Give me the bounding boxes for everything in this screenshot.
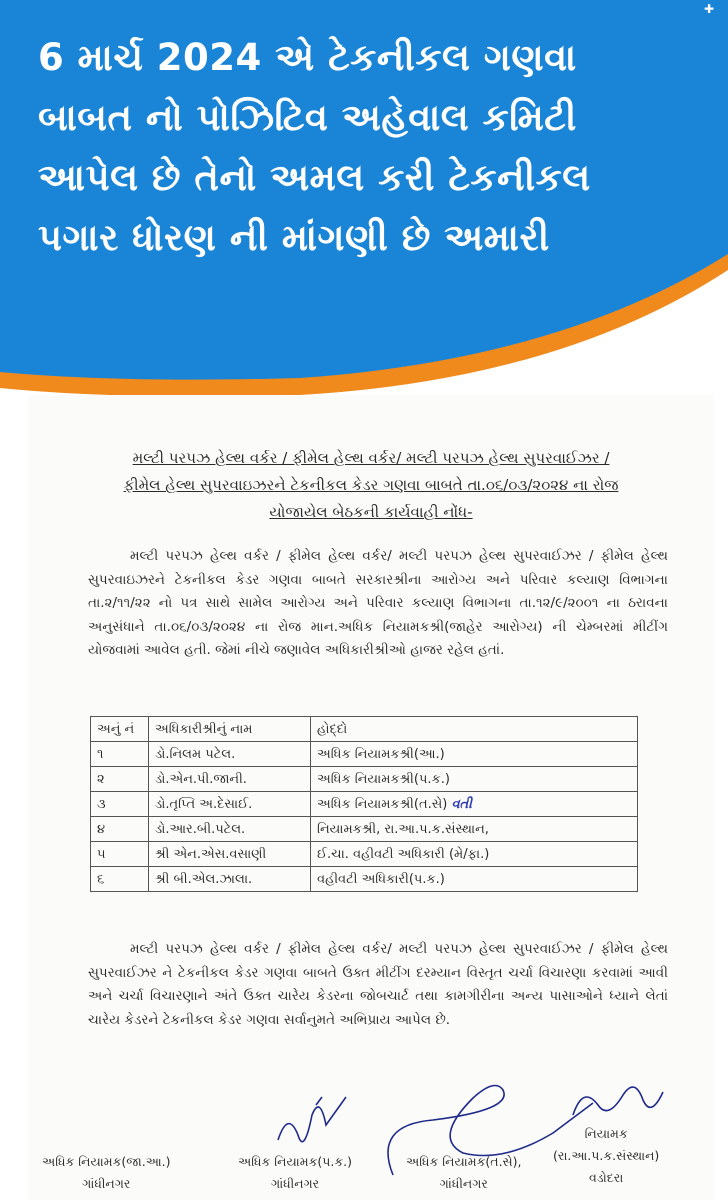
- signature-block: [28, 1055, 714, 1200]
- cell-name: ડો.આર.બી.પટેલ.: [149, 817, 311, 842]
- title-line: ફીમેલ હેલ્થ સુપરવાઇઝરને ટેકનીકલ કેડર ગણવા બાબતે તા.૦૬/૦૩/૨૦૨૪ ના રોજ: [123, 476, 619, 494]
- title-line: મલ્ટી પરપઝ હેલ્થ વર્કર / ફીમેલ હેલ્થ વર્કર/ મલ્ટી પરપઝ હેલ્થ સુપરવાઈઝર /: [132, 449, 610, 467]
- table-header-row: [91, 717, 638, 742]
- signatory-subtitle: (રા.આ.પ.ક.સંસ્થાન): [553, 1148, 660, 1163]
- headline-line: બાબત નો પોઝિટિવ અહેવાલ કમિટી: [38, 96, 577, 139]
- cell-serial: ૧: [91, 742, 149, 767]
- intro-paragraph: મલ્ટી પરપઝ હેલ્થ વર્કર / ફીમેલ હેલ્થ વર્કર/ મલ્ટી પરપઝ હેલ્થ સુપરવાઈઝર / ફીમેલ હેલ્થ સુપરવાઇઝરને ટેકનીકલ કેડર ગણવા બાબતે સરકારશ્રીના આરોગ્ય અને પરિવાર કલ્યાણ વિભાગના તા.૨/૧૧/૨૨ નો પત્ર સાથે સામેલ આરોગ્ય અને પરિવાર કલ્યાણ વિભાગના તા.૧૨/૯/૨૦૦૧ ના ઠરાવના અનુસંધાને તા.૦૬/૦૩/૨૦૨૪ ના રોજ માન.અધિક નિયામકશ્રી(જાહેર આરોગ્ય) ની ચેમ્બરમાં મીટીંગ યોજવામાં આવેલ હતી. જેમાં નીચે જણાવેલ અધિકારીશ્રીઓ હાજર રહેલ હતાં.: [88, 548, 668, 658]
- header-banner: [0, 0, 728, 400]
- signatory-title: અધિક નિયામક(ત.સે),: [406, 1154, 522, 1169]
- table-row: [91, 867, 638, 892]
- header-designation: હોદ્દો: [311, 717, 638, 742]
- cell-serial: ૪: [91, 817, 149, 842]
- table-row: [91, 742, 638, 767]
- table-row: [91, 767, 638, 792]
- table-row: [91, 842, 638, 867]
- corner-dots-icon: ✚: [703, 2, 714, 16]
- signatory-title: નિયામક: [584, 1126, 628, 1141]
- cell-name: ડો.એન.પી.જાની.: [149, 767, 311, 792]
- handwritten-annotation: વતી: [451, 796, 472, 812]
- cell-name: ડો.તૃપ્તિ અ.દેસાઈ.: [149, 792, 311, 817]
- table-row: [91, 792, 638, 817]
- table-row: [91, 817, 638, 842]
- signatory-1: [42, 1151, 170, 1195]
- cell-designation: વહીવટી અધિકારી(પ.ક.): [311, 867, 638, 892]
- cell-serial: ૫: [91, 842, 149, 867]
- signatory-place: વડોદરા: [589, 1170, 624, 1185]
- cell-name: ડો.નિલમ પટેલ.: [149, 742, 311, 767]
- scanned-document: [28, 395, 714, 1200]
- document-title: [28, 445, 714, 526]
- signature-2-ink: [278, 1097, 346, 1142]
- signatory-4: [553, 1123, 659, 1189]
- cell-serial: ૨: [91, 767, 149, 792]
- headline-line: પગાર ધોરણ ની માંગણી છે અમારી: [38, 216, 550, 259]
- cell-designation: અધિક નિયામકશ્રી(આ.): [311, 742, 638, 767]
- attendees-table: [90, 716, 638, 892]
- cell-serial: ૩: [91, 792, 149, 817]
- cell-designation: નિયામકશ્રી, રા.આ.પ.ક.સંસ્થાન,: [311, 817, 638, 842]
- headline-line: આપેલ છે તેનો અમલ કરી ટેકનીકલ: [38, 156, 591, 199]
- signatory-3: [406, 1151, 522, 1195]
- cell-name: શ્રી એન.એસ.વસાણી: [149, 842, 311, 867]
- conclusion-paragraph: મલ્ટી પરપઝ હેલ્થ વર્કર / ફીમેલ હેલ્થ વર્કર/ મલ્ટી પરપઝ હેલ્થ સુપરવાઈઝર / ફીમેલ હેલ્થ સુપરવાઈઝર ને ટેકનીકલ કેડર ગણવા બાબતે ઉક્ત મીટીંગ દરમ્યાન વિસ્તૃત ચર્ચા વિચારણા કરવામાં આવી અને ચર્ચા વિચારણાને અંતે ઉક્ત ચારેય કેડરના જોબચાર્ટ તથા કામગીરીના અન્ય પાસાઓને ધ્યાને લેતાં ચારેય કેડરને ટેકનીકલ કેડર ગણવા સર્વાનુમતે અભિપ્રાય આપેલ છે.: [88, 941, 668, 1028]
- signatory-place: ગાંધીનગર: [270, 1176, 320, 1191]
- headline-line: 6 માર્ચ 2024 એ ટેકનીકલ ગણવા: [38, 36, 577, 79]
- signatory-place: ગાંધીનગર: [439, 1176, 488, 1191]
- signatory-2: [238, 1151, 352, 1195]
- cell-name: શ્રી બી.એલ.ઝાલા.: [149, 867, 311, 892]
- title-line: યોજાયેલ બેઠકની કાર્યવાહી નોંધ-: [269, 503, 473, 521]
- cell-designation: ઈ.ચા. વહીવટી અધિકારી (મે/ફા.): [311, 842, 638, 867]
- header-serial: અનું નં: [91, 717, 149, 742]
- signatory-title: અધિક નિયામક(પ.ક.): [238, 1154, 353, 1169]
- cell-designation: અધિક નિયામકશ્રી(પ.ક.): [311, 767, 638, 792]
- signatory-title: અધિક નિયામક(જા.આ.): [42, 1154, 171, 1169]
- signature-4-ink: [573, 1087, 663, 1115]
- cell-serial: ૬: [91, 867, 149, 892]
- headline: [38, 28, 708, 268]
- cell-designation: [311, 792, 638, 817]
- designation-text: અધિક નિયામકશ્રી(ત.સે): [317, 796, 448, 812]
- header-name: અધિકારીશ્રીનું નામ: [149, 717, 311, 742]
- signatory-place: ગાંધીનગર: [82, 1176, 131, 1191]
